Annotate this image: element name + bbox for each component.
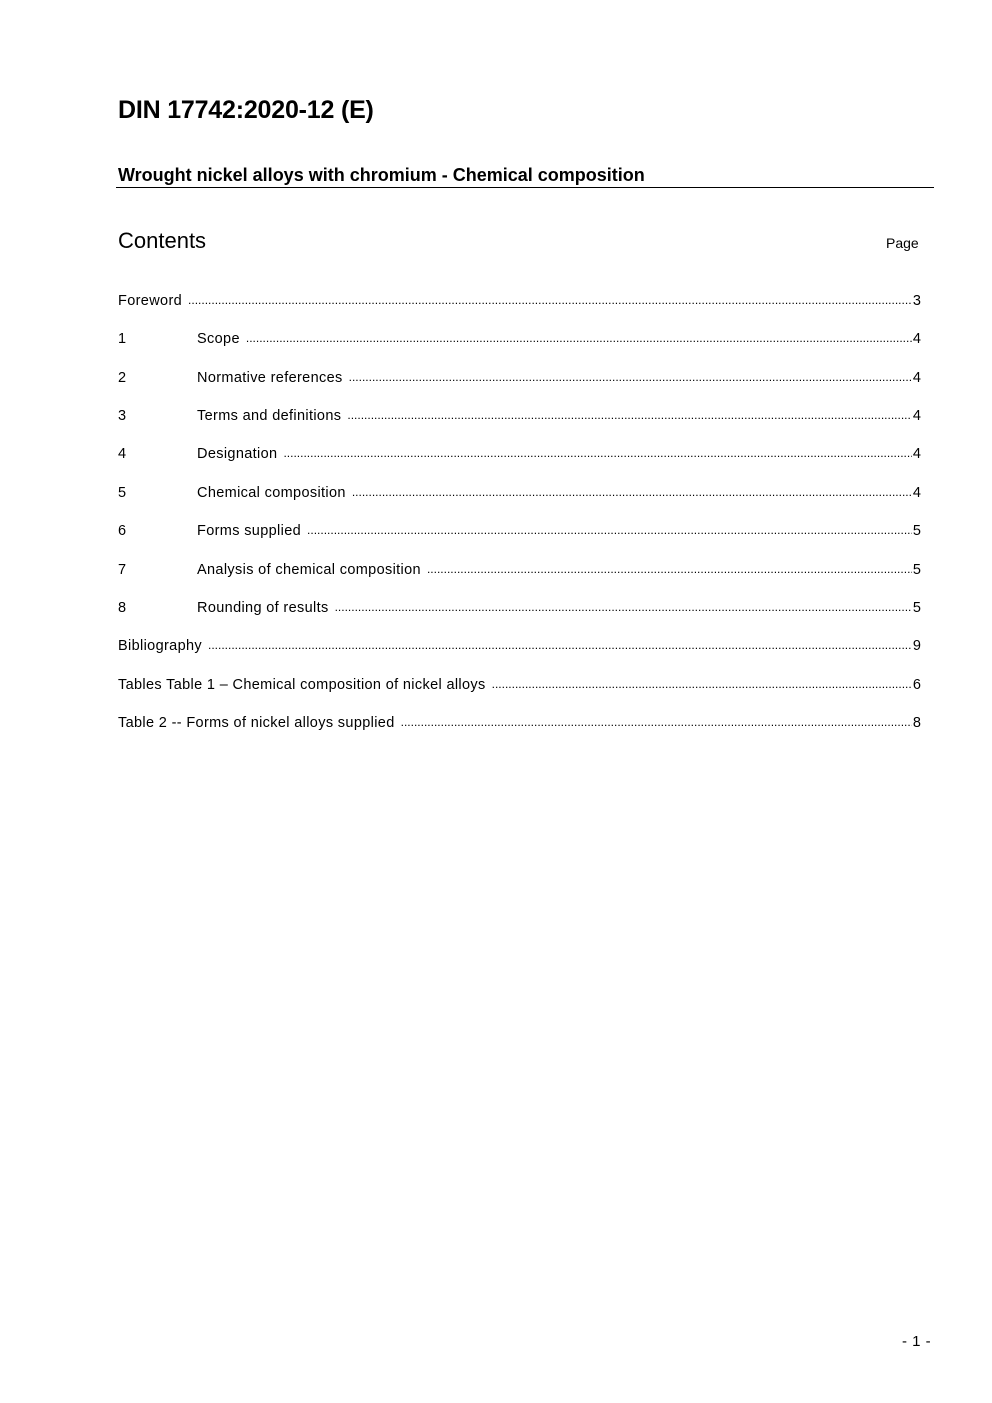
toc-entry-scope[interactable] (118, 329, 921, 367)
toc-entry-page: 4 (912, 408, 921, 425)
toc-dot-leader (401, 712, 912, 732)
toc-entry-label: Scope (197, 331, 240, 348)
toc-entry-label: Foreword (118, 293, 183, 309)
toc-entry-label: Forms supplied (197, 523, 302, 540)
toc-entry-foreword[interactable] (118, 291, 921, 329)
toc-dot-leader (427, 559, 912, 579)
toc-entry-label: Bibliography (118, 638, 202, 655)
toc-entry-label: Table 2 -- Forms of nickel alloys supplied (118, 714, 395, 731)
toc-entry-label: Terms and definitions (197, 408, 342, 425)
toc-entry-label: Rounding of results (197, 599, 329, 616)
toc-dot-leader (283, 443, 911, 463)
toc-entry-terms-and-definitions[interactable] (118, 406, 921, 444)
toc-dot-leader (246, 328, 912, 348)
toc-entry-page: 5 (912, 561, 921, 578)
toc-dot-leader (347, 405, 912, 425)
toc-entry-chemical-composition[interactable] (118, 483, 921, 521)
toc-entry-page: 4 (912, 369, 921, 386)
toc-entry-page: 8 (912, 714, 921, 731)
toc-dot-leader (349, 367, 912, 387)
toc-entry-number: 4 (118, 446, 127, 463)
toc-entry-page: 6 (912, 676, 921, 693)
toc-entry-designation[interactable] (118, 444, 921, 482)
toc-entry-number: 7 (118, 561, 127, 578)
document-subtitle: Wrought nickel alloys with chromium - Chemical composition (118, 165, 645, 185)
toc-dot-leader (352, 482, 912, 502)
toc-entry-label: Designation (197, 446, 278, 463)
toc-entry-page: 3 (912, 293, 921, 309)
toc-entry-label: Analysis of chemical composition (197, 561, 421, 578)
page-column-heading: Page (886, 235, 919, 251)
toc-entry-table-1[interactable] (118, 675, 921, 713)
toc-entry-page: 5 (912, 523, 921, 540)
toc-dot-leader (307, 520, 912, 540)
toc-entry-label: Chemical composition (197, 484, 346, 501)
toc-dot-leader (188, 290, 912, 310)
toc-dot-leader (335, 597, 912, 617)
toc-entry-bibliography[interactable] (118, 636, 921, 674)
contents-heading: Contents (118, 228, 207, 253)
toc-entry-forms-supplied[interactable] (118, 521, 921, 559)
page-number: - 1 - (902, 1333, 932, 1350)
table-of-contents (118, 291, 921, 751)
toc-entry-table-2[interactable] (118, 713, 921, 751)
toc-entry-number: 1 (118, 331, 127, 348)
toc-entry-rounding-of-results[interactable] (118, 598, 921, 636)
toc-dot-leader (492, 674, 912, 694)
toc-entry-analysis-of-chemical-composition[interactable] (118, 560, 921, 598)
toc-entry-number: 6 (118, 523, 127, 540)
document-title: DIN 17742:2020-12 (E) (118, 96, 374, 124)
toc-entry-number: 5 (118, 484, 127, 501)
toc-entry-normative-references[interactable] (118, 368, 921, 406)
toc-entry-page: 4 (912, 446, 921, 463)
toc-dot-leader (208, 635, 912, 655)
toc-entry-page: 4 (912, 484, 921, 501)
toc-entry-label: Normative references (197, 369, 343, 386)
toc-entry-number: 2 (118, 369, 127, 386)
toc-entry-number: 3 (118, 408, 127, 425)
subtitle-divider (116, 187, 934, 188)
toc-entry-number: 8 (118, 599, 127, 616)
toc-entry-page: 5 (912, 599, 921, 616)
toc-entry-page: 4 (912, 331, 921, 348)
toc-entry-label: Tables Table 1 – Chemical composition of nickel alloys (118, 676, 486, 693)
toc-entry-page: 9 (912, 638, 921, 655)
